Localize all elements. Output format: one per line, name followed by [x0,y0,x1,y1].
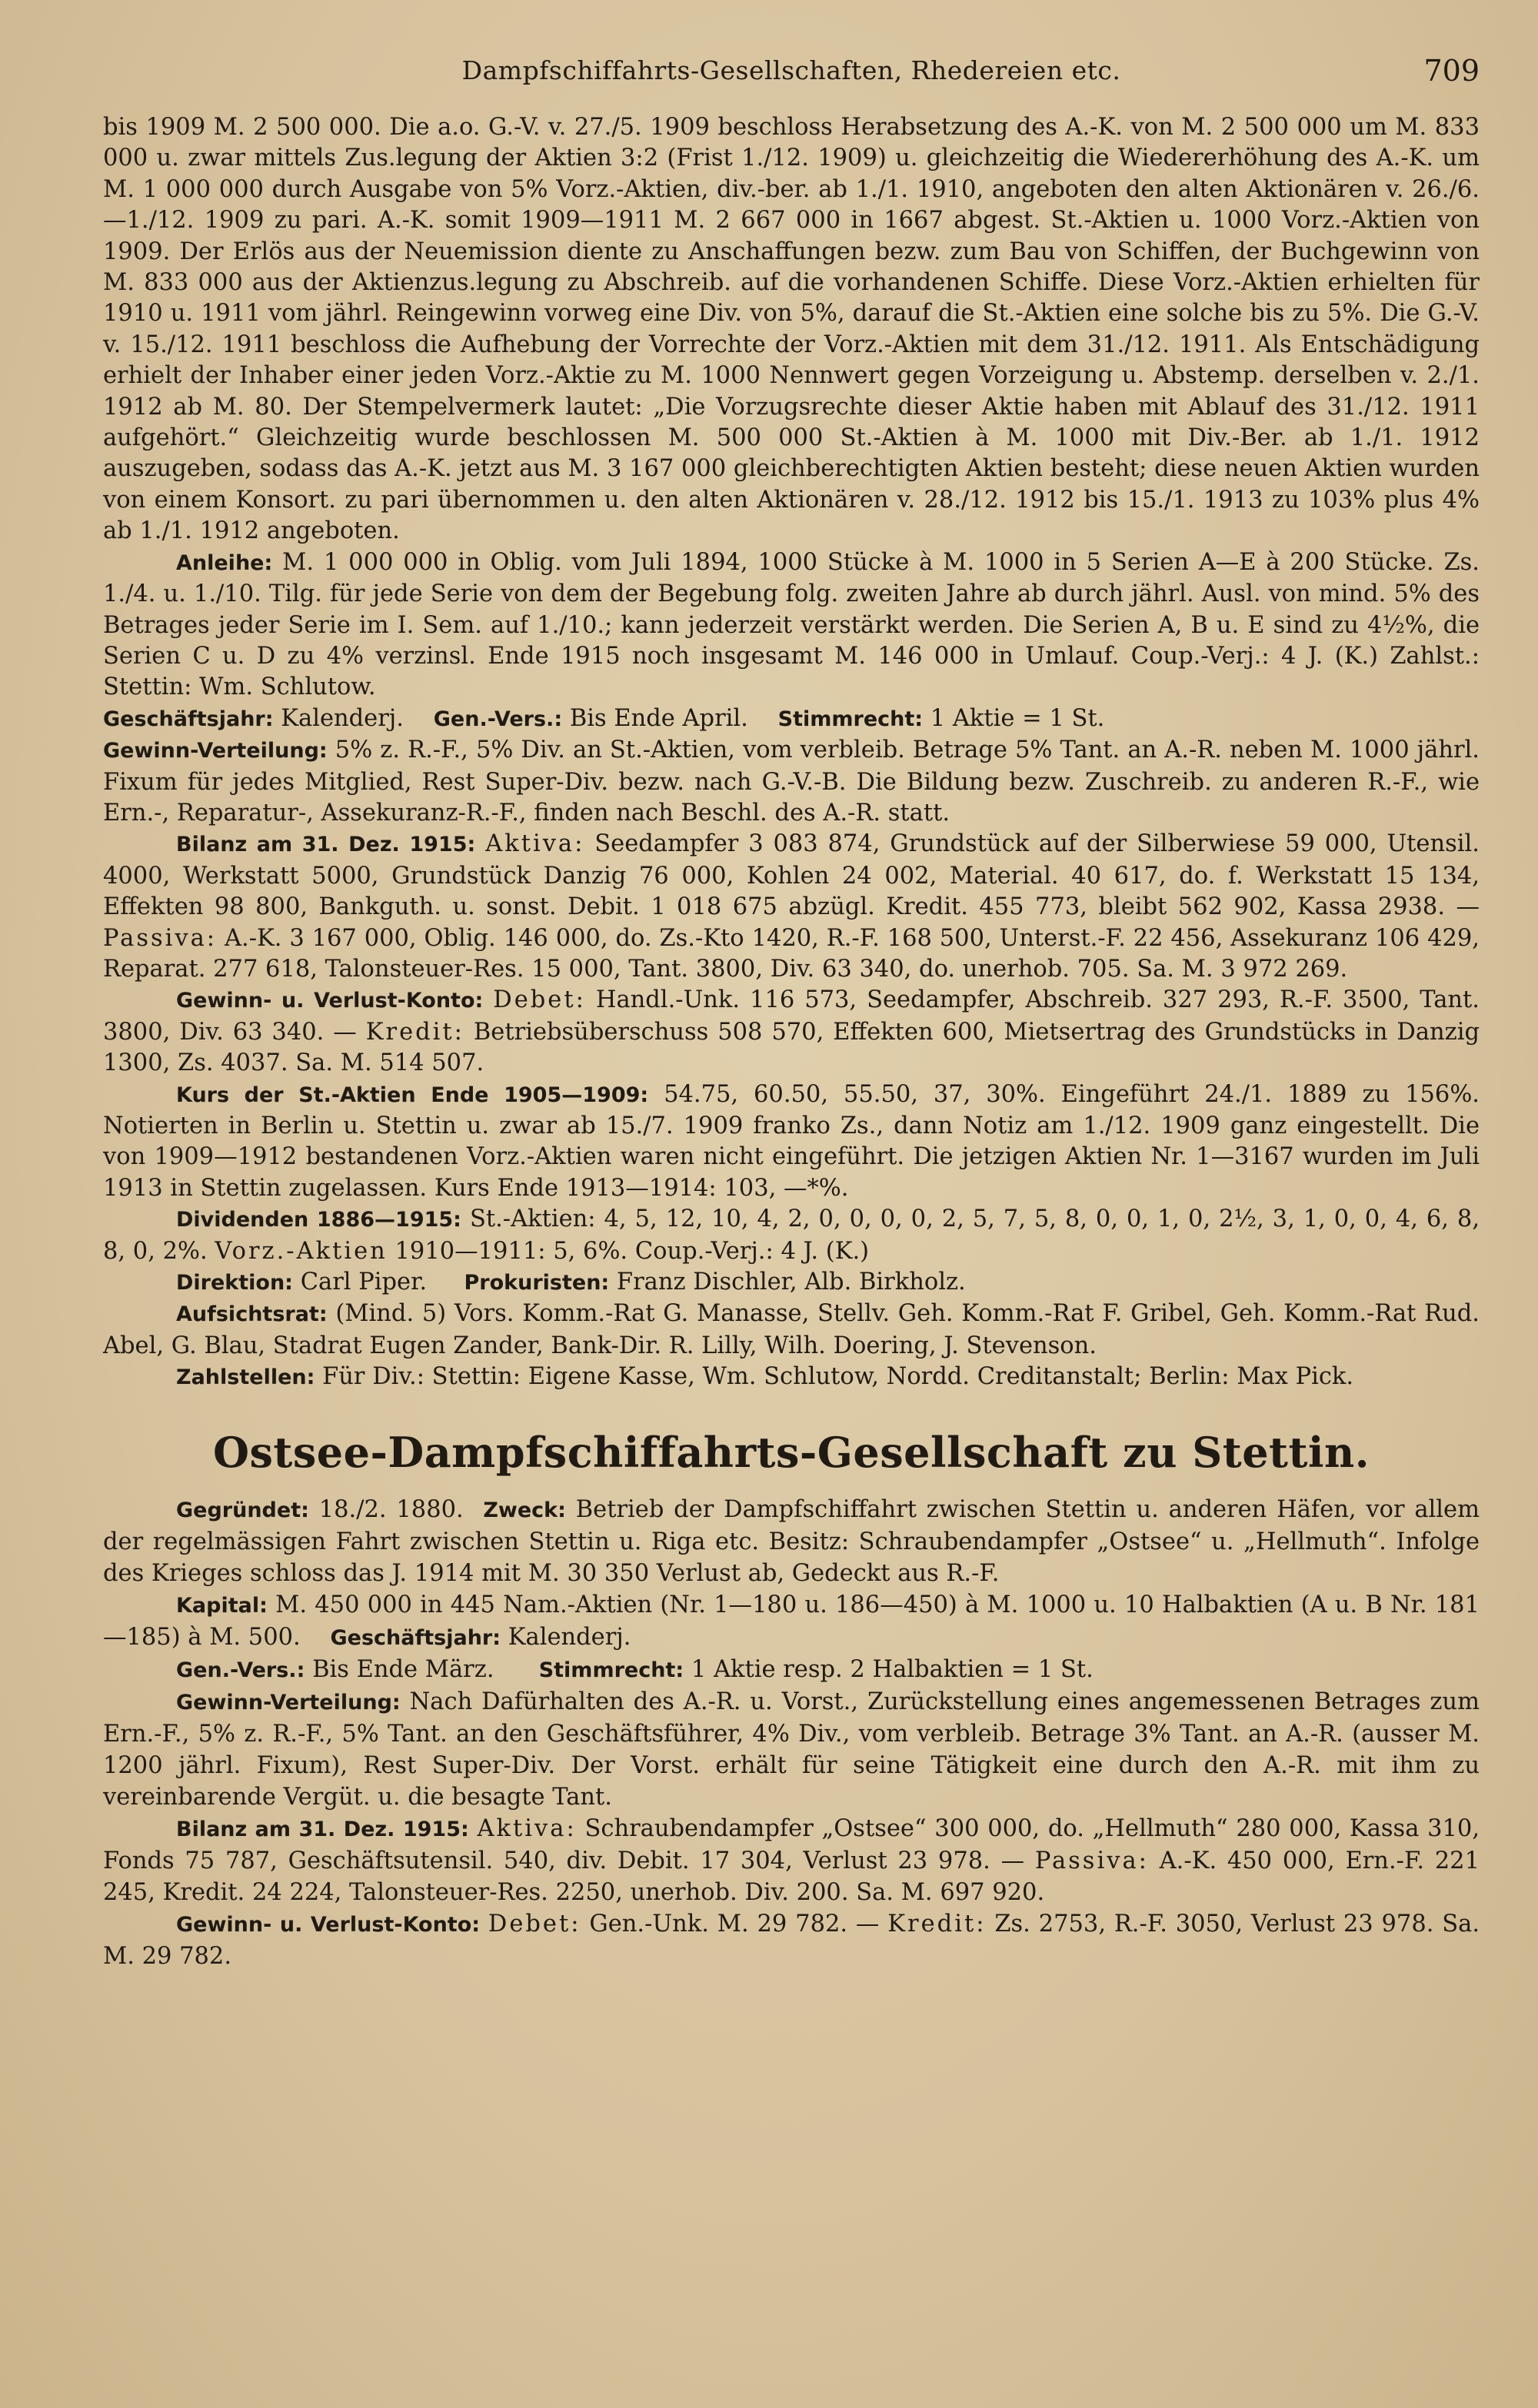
aufsichtsrat-label: Aufsichtsrat: [176,1302,328,1327]
guv-paragraph [103,985,1480,1079]
kredit-label-2: Kredit: [887,1910,987,1937]
bilanz-aktiva-text-2: Schraubendampfer „Ostsee“ 300 000, do. „Hellmuth“ 280 000, Kassa 310, Fonds 75 787, Geschäftsutensil. 540, div. Debit. 17 304, Verlust 23 978. — [103,1814,1480,1874]
section-ostsee-company [103,1494,1480,1972]
anleihe-label: Anleihe: [176,550,273,575]
kredit-label: Kredit: [365,1018,464,1046]
guv-debet-text-2: Gen.-Unk. M. 29 782. — [589,1910,880,1937]
geschaeftsjahr-label: Geschäftsjahr: [103,707,274,731]
passiva-label-2: Passiva: [1034,1847,1149,1874]
kapital-text: M. 450 000 in 445 Nam.-Aktien (Nr. 1—180 u. 186—450) à M. 1000 u. 10 Halbaktien (A u. B Nr. 181—185) à M. 500. [103,1591,1480,1651]
zweck-label: Zweck: [483,1498,566,1522]
guv-label-2: Gewinn- u. Verlust-Konto: [176,1912,481,1937]
intro-paragraph: bis 1909 M. 2 500 000. Die a.o. G.-V. v. 27./5. 1909 beschloss Herabsetzung des A.-K. von M. 2 500 000 um M. 833 000 u. zwar mittels Zus.legung der Aktien 3:2 (Frist 1./12. 1909) u. gleichzeitig die Wiedererhöhung des A.-K. um M. 1 000 000 durch Ausgabe von 5% Vorz.-Aktien, div.-ber. ab 1./1. 1910, angeboten den alten Aktionären v. 26./6.—1./12. 1909 zu pari. A.-K. somit 1909—1911 M. 2 667 000 in 1667 abgest. St.-Aktien u. 1000 Vorz.-Aktien von 1909. Der Erlös aus der Neuemission diente zu Anschaffungen bezw. zum Bau von Schiffen, der Buchgewinn von M. 833 000 aus der Aktienzus.legung zu Abschreib. auf die vorhandenen Schiffe. Diese Vorz.-Aktien erhielten für 1910 u. 1911 vom jährl. Reingewinn vorweg eine Div. von 5%, darauf die St.-Aktien eine solche bis zu 5%. Die G.-V. v. 15./12. 1911 beschloss die Aufhebung der Vorrechte der Vorz.-Aktien mit dem 31./12. 1911. Als Entschädigung erhielt der Inhaber einer jeden Vorz.-Aktie zu M. 1000 Nennwert gegen Vorzeigung u. Abstemp. derselben v. 2./1. 1912 ab M. 80. Der Stempelvermerk lautet: „Die Vorzugsrechte dieser Aktie haben mit Ablauf des 31./12. 1911 aufgehört.“ Gleichzeitig wurde beschlossen M. 500 000 St.-Aktien à M. 1000 mit Div.-Ber. ab 1./1. 1912 auszugeben, sodass das A.-K. jetzt aus M. 3 167 000 gleichberechtigten Aktien besteht; diese neuen Aktien wurden von einem Konsort. zu pari übernommen u. den alten Aktionären v. 28./12. 1912 bis 15./1. 1913 zu 103% plus 4% ab 1./1. 1912 angeboten. [103,114,1480,545]
geschaeftsjahr-text: Kalenderj. [281,704,404,732]
stimmrecht-text-2: 1 Aktie resp. 2 Halbaktien = 1 St. [691,1655,1094,1683]
gewinn-label-2: Gewinn-Verteilung: [176,1690,401,1715]
aktiva-label-2: Aktiva: [477,1814,577,1842]
aufsichtsrat-text: (Mind. 5) Vors. Komm.-Rat G. Manasse, Stellv. Geh. Komm.-Rat F. Gribel, Geh. Komm.-Rat Rud. Abel, G. Blau, Stadrat Eugen Zander, Bank-Dir. R. Lilly, Wilh. Doering, J. Stevenson. [103,1300,1480,1359]
bilanz-label: Bilanz am 31. Dez. 1915: [176,833,476,857]
running-title: Dampfschiffahrts-Gesellschaften, Rhedereien etc. [461,55,1121,85]
gewinn-text: 5% z. R.-F., 5% Div. an St.-Aktien, vom verbleib. Betrage 5% Tant. an A.-R. neben M. 1000 jährl. Fixum für jedes Mitglied, Rest Super-Div. bezw. nach G.-V.-B. Die Bildung bezw. Zuschreib. zu anderen R.-F., wie Ern.-, Reparatur-, Assekuranz-R.-F., finden nach Beschl. des A.-R. statt. [103,737,1480,827]
page-number: 709 [1423,54,1480,88]
direktion-text: Carl Piper. [300,1269,428,1296]
bilanz-passiva-text: A.-K. 3 167 000, Oblig. 146 000, do. Zs.-Kto 1420, R.-F. 168 500, Unterst.-F. 22 456, Assekuranz 106 429, Reparat. 277 618, Talonsteuer-Res. 15 000, Tant. 3800, Div. 63 340, do. unerhob. 705. Sa. M. 3 972 269. [103,924,1480,983]
stimmrecht-label: Stimmrecht: [777,707,924,731]
gegruendet-paragraph [103,1494,1480,1589]
kurs-label: Kurs der St.-Aktien Ende 1905—1909: [176,1083,649,1107]
section-previous-company [103,112,1480,1394]
genvers-paragraph-2 [103,1654,1480,1686]
gewinn-paragraph [103,735,1480,829]
page-header [103,48,1480,112]
bilanz-passiva-text-2: A.-K. 450 000, Ern.-F. 221 245, Kredit. 24 224, Talonsteuer-Res. 2250, unerhob. Div. 200. Sa. M. 697 920. [103,1847,1480,1906]
guv-kredit-text-2: Zs. 2753, R.-F. 3050, Verlust 23 978. Sa. M. 29 782. [103,1910,1480,1970]
direktion-label: Direktion: [176,1271,293,1295]
stimmrecht-label-2: Stimmrecht: [538,1658,684,1682]
guv-kredit-text: Betriebsüberschuss 508 570, Effekten 600, Mietsertrag des Grundstücks in Danzig 1300, Zs. 4037. Sa. M. 514 507. [103,1018,1480,1077]
aktiva-label: Aktiva: [485,830,585,858]
direktion-paragraph [103,1267,1480,1299]
gewinn-label: Gewinn-Verteilung: [103,739,328,763]
guv-label: Gewinn- u. Verlust-Konto: [176,989,484,1013]
gegruendet-label: Gegründet: [176,1498,309,1522]
dividenden-vorz-text: 1910—1911: 5, 6%. Coup.-Verj.: 4 J. (K.) [394,1237,870,1265]
passiva-label: Passiva: [103,924,218,952]
bilanz-aktiva-text: Seedampfer 3 083 874, Grundstück auf der Silberwiese 59 000, Utensil. 4000, Werkstatt 5000, Grundstück Danzig 76 000, Kohlen 24 002, Material. 40 617, do. f. Werkstatt 15 134, Effekten 98 800, Bankguth. u. sonst. Debit. 1 018 675 abzügl. Kredit. 455 773, bleibt 562 902, Kassa 2938. — [103,830,1480,921]
anleihe-paragraph [103,547,1480,703]
dividenden-paragraph [103,1204,1480,1267]
kurs-text: 54.75, 60.50, 55.50, 37, 30%. Eingeführt 24./1. 1889 zu 156%. Notierten in Berlin u. Stettin u. zwar ab 15./7. 1909 franko Zs., dann Notiz am 1./12. 1909 ganz eingestellt. Die von 1909—1912 bestandenen Vorz.-Aktien waren nicht eingeführt. Die jetzigen Aktien Nr. 1—3167 wurden im Juli 1913 in Stettin zugelassen. Kurs Ende 1913—1914: 103, —*%. [103,1080,1480,1202]
kapital-label: Kapital: [176,1593,268,1618]
company-heading: Ostsee-Dampfschiffahrts-Gesellschaft zu Stettin. [212,1427,1370,1477]
gewinn-paragraph-2 [103,1686,1480,1813]
zahlstellen-label: Zahlstellen: [176,1365,315,1390]
anleihe-text: M. 1 000 000 in Oblig. vom Juli 1894, 1000 Stücke à M. 1000 in 5 Serien A—E à 200 Stücke. Zs. 1./4. u. 1./10. Tilg. für jede Serie von dem der Begebung folg. zweiten Jahre ab durch jährl. Ausl. von mind. 5% des Betrages jeder Serie im I. Sem. auf 1./10.; kann jederzeit verstärkt werden. Die Serien A, B u. E sind zu 4½%, die Serien C u. D zu 4% verzinsl. Ende 1915 noch insgesamt M. 146 000 in Umlauf. Coup.-Verj.: 4 J. (K.) Zahlst.: Stettin: Wm. Schlutow. [103,548,1480,701]
zahlstellen-paragraph [103,1362,1480,1393]
prokuristen-text: Franz Dischler, Alb. Birkholz. [616,1269,966,1296]
page [103,48,1480,1972]
kapital-paragraph [103,1589,1480,1654]
guv-paragraph-2 [103,1908,1480,1972]
gegruendet-text: 18./2. 1880. [318,1495,464,1523]
stimmrecht-text: 1 Aktie = 1 St. [930,704,1105,732]
geschaeftsjahr-label-2: Geschäftsjahr: [330,1625,501,1650]
kurs-paragraph [103,1079,1480,1205]
zweck-text: Betrieb der Dampfschiffahrt zwischen Stettin u. anderen Häfen, vor allem der regelmässigen Fahrt zwischen Stettin u. Riga etc. Besitz: Schraubendampfer „Ostsee“ u. „Hellmuth“. Infolge des Krieges schloss das J. 1914 mit M. 30 350 Verlust ab, Gedeckt aus R.-F. [103,1495,1480,1587]
meta-paragraph [103,703,1480,735]
debet-label: Debet: [493,986,586,1014]
genvers-text: Bis Ende April. [569,704,748,732]
dividenden-text: St.-Aktien: 4, 5, 12, 10, 4, 2, 0, 0, 0, 0, 2, 5, 7, 5, 8, 0, 0, 1, 0, 2½, 3, 1, 0, 0, 4, 6, 8, 8, 0, 2%. [103,1206,1480,1265]
debet-label-2: Debet: [488,1910,581,1937]
aufsichtsrat-paragraph [103,1299,1480,1362]
geschaeftsjahr-text-2: Kalenderj. [508,1623,631,1651]
bilanz-paragraph-2 [103,1813,1480,1908]
genvers-label: Gen.-Vers.: [433,707,563,731]
prokuristen-label: Prokuristen: [464,1271,610,1295]
genvers-text-2: Bis Ende März. [312,1655,494,1683]
gewinn-text-2: Nach Dafürhalten des A.-R. u. Vorst., Zurückstellung eines angemessenen Betrages zum Ern.-F., 5% z. R.-F., 5% Tant. an den Geschäftsführer, 4% Div., vom verbleib. Betrage 3% Tant. an A.-R. (ausser M. 1200 jährl. Fixum), Rest Super-Div. Der Vorst. erhält für seine Tätigkeit eine durch den A.-R. mit ihm zu vereinbarende Vergüt. u. die besagte Tant. [103,1688,1480,1811]
zahlstellen-text: Für Div.: Stettin: Eigene Kasse, Wm. Schlutow, Nordd. Creditanstalt; Berlin: Max Pick. [322,1363,1354,1391]
bilanz-paragraph [103,829,1480,985]
bilanz-label-2: Bilanz am 31. Dez. 1915: [176,1817,469,1841]
genvers-label-2: Gen.-Vers.: [176,1658,305,1682]
guv-debet-text: Handl.-Unk. 116 573, Seedampfer, Abschreib. 327 293, R.-F. 3500, Tant. 3800, Div. 63 340. — [103,986,1480,1046]
vorz-aktien-label: Vorz.-Aktien [215,1237,388,1265]
dividenden-label: Dividenden 1886—1915: [176,1208,461,1232]
